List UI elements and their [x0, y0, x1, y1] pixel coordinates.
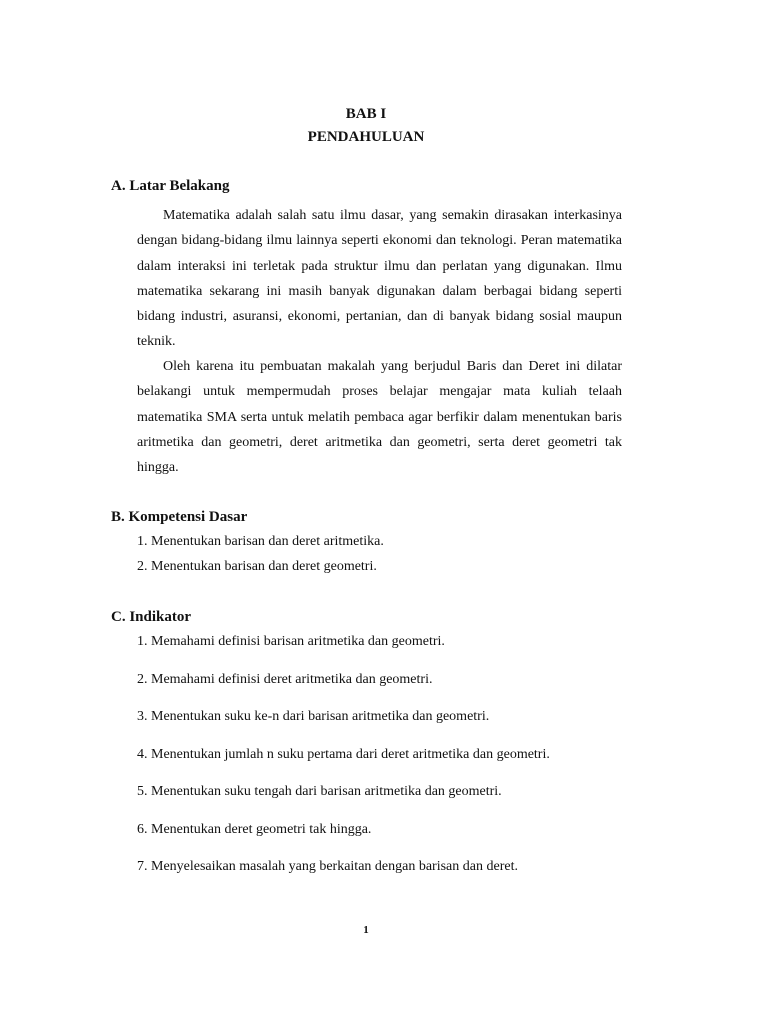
- list-item: 4. Menentukan jumlah n suku pertama dari deret aritmetika dan geometri.: [137, 746, 550, 762]
- kompetensi-dasar-list: [137, 534, 384, 584]
- list-item: 2. Menentukan barisan dan deret geometri.: [137, 559, 377, 574]
- chapter-label: BAB I: [345, 106, 387, 122]
- chapter-title: PENDAHULUAN: [307, 129, 425, 145]
- section-heading-latar-belakang: A. Latar Belakang: [111, 178, 230, 194]
- section-heading-kompetensi-dasar: B. Kompetensi Dasar: [111, 509, 248, 525]
- page-number: 1: [363, 924, 369, 936]
- list-item: 2. Memahami definisi deret aritmetika dan geometri.: [137, 671, 433, 687]
- indikator-list: [137, 634, 550, 897]
- section-heading-indikator: C. Indikator: [111, 609, 192, 625]
- list-item: 6. Menentukan deret geometri tak hingga.: [137, 821, 372, 837]
- list-item: 1. Menentukan barisan dan deret aritmetika.: [137, 534, 384, 549]
- paragraph-latar-belakang-1: Matematika adalah salah satu ilmu dasar, yang semakin dirasakan interkasinya dengan bidang-bidang ilmu lainnya seperti ekonomi dan teknologi. Peran matematika dalam interaksi ini terletak pada struktur ilmu dan perlatan yang digunakan. Ilmu matematika sekarang ini masih banyak digunakan dalam berbagai bidang seperti bidang industri, asuransi, ekonomi, pertanian, dan di banyak bidang sosial maupun teknik.: [137, 208, 622, 350]
- list-item: 5. Menentukan suku tengah dari barisan aritmetika dan geometri.: [137, 784, 502, 799]
- paragraph-latar-belakang-2: Oleh karena itu pembuatan makalah yang berjudul Baris dan Deret ini dilatar belakangi untuk mempermudah proses belajar mengajar mata kuliah telaah matematika SMA serta untuk melatih pembaca agar berfikir dalam menentukan baris aritmetika dan geometri, deret aritmetika dan geometri, serta deret geometri tak hingga.: [137, 359, 622, 476]
- list-item: 1. Memahami definisi barisan aritmetika dan geometri.: [137, 634, 445, 649]
- list-item: 3. Menentukan suku ke-n dari barisan aritmetika dan geometri.: [137, 709, 490, 724]
- list-item: 7. Menyelesaikan masalah yang berkaitan dengan barisan dan deret.: [137, 859, 518, 874]
